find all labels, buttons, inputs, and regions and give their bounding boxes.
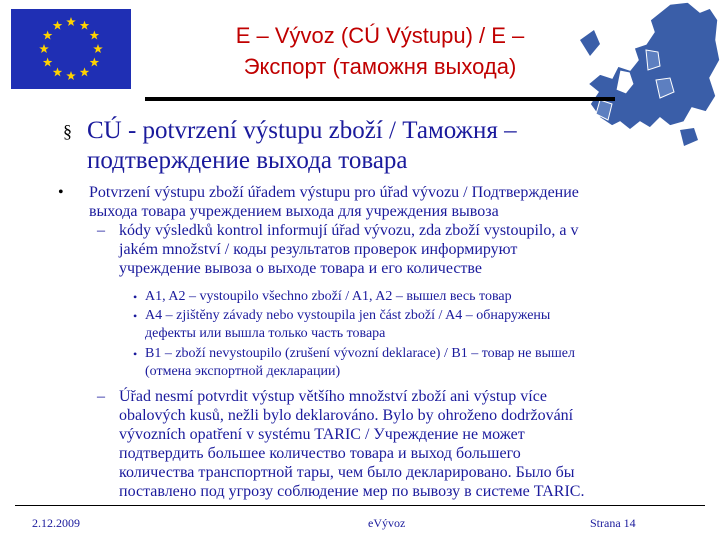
eu-flag-icon: [11, 9, 131, 89]
subpoint-2-line: vývozních opatření v systému TARIC / Учреждение не может: [119, 426, 525, 443]
subpoint-2-line: количества транспортной тары, чем было декларировано. Было бы: [119, 464, 575, 481]
code-line: (отмена экспортной декларации): [145, 364, 341, 379]
footer-page-number: Strana 14: [590, 516, 636, 530]
code-line: B1 – zboží nevystoupilo (zrušení vývozní deklarace) / B1 – товар не вышел: [145, 346, 575, 361]
code-item-a4: [133, 307, 551, 343]
point-1-line: выхода товара учреждением выхода для учреждения вывоза: [89, 203, 499, 220]
footer-center-label: eVývoz: [368, 516, 406, 530]
point-1-line: Potvrzení výstupu zboží úřadem výstupu pro úřad vývozu / Подтверждение: [89, 184, 579, 201]
heading-bullet: [45, 116, 645, 176]
subpoint-2-line: подтвердить большее количество товара и выход большего: [119, 445, 521, 462]
subpoint-1-line: jakém množství / коды результатов проверок информируют: [119, 241, 518, 258]
heading-line2: подтверждение выхода товара: [87, 147, 408, 174]
slide-title-line2: Экспорт (таможня выхода): [243, 54, 517, 79]
code-item-b1: [133, 345, 575, 381]
slide-title-line1: E – Vývoz (CÚ Výstupu) / E –: [235, 23, 525, 48]
bullet-dot-icon: •: [133, 309, 138, 323]
section-bullet-icon: §: [63, 121, 72, 141]
subpoint-2-line: obalových kusů, nežli bylo deklarováno. Bylo by ohroženo dodržování: [119, 407, 574, 424]
code-line: дефекты или вышла только часть товара: [145, 326, 386, 341]
subpoint-1: [97, 221, 579, 278]
bullet-dot-icon: •: [133, 290, 138, 304]
subpoint-1-line: kódy výsledků kontrol informují úřad vývozu, zda zboží vystoupilo, a v: [119, 222, 579, 239]
subpoint-1-line: учреждение вывоза о выходе товара и его количестве: [119, 260, 482, 277]
dash-bullet-icon: –: [97, 222, 105, 239]
point-1: [58, 183, 689, 221]
code-item-a1a2: [133, 288, 512, 306]
title-underline: [145, 97, 615, 101]
code-line: A4 – zjištěny závady nebo vystoupila jen část zboží / A4 – обнаружены: [145, 308, 551, 323]
subpoint-2-line: поставлено под угрозу соблюдение мер по вывозу в системе TARIC.: [119, 483, 585, 500]
code-line: A1, A2 – vystoupilo všechno zboží / A1, A2 – вышел весь товар: [145, 289, 512, 304]
subpoint-2: [97, 387, 585, 501]
footer-date: 2.12.2009: [32, 516, 80, 530]
slide-title: [160, 20, 600, 82]
bullet-dot-icon: •: [133, 347, 138, 361]
subpoint-2-line: Úřad nesmí potvrdit výstup většího množství zboží ani výstup více: [119, 388, 547, 405]
footer-divider: [15, 505, 705, 506]
dash-bullet-icon: –: [97, 388, 105, 405]
bullet-dot-icon: •: [58, 184, 64, 201]
heading-line1: CÚ - potvrzení výstupu zboží / Таможня –: [87, 117, 517, 144]
